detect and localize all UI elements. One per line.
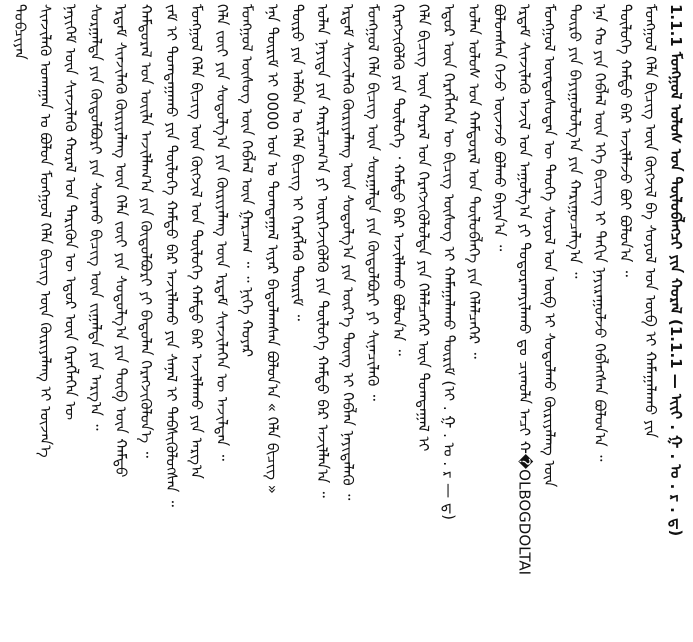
text-column: ᠮᠣᠩᠭᠣᠯ ᠦᠨᠳᠦᠰᠦᠲᠡᠨ ᠦ ᠲᠡᠦᠬᠡ ᠰᠣᠶᠣᠯ ᠤᠨ ᠦᠪ ᠢ ᠰᠤᠳᠤᠯᠬᠤ ᠬᠦᠷᠢᠶᠡᠯᠡᠩ ᠦᠨ bbox=[540, 4, 559, 488]
text-column: ᠬᠡᠯᠡ ᠵᠦᠢ ᠶᠢᠨ ᠰᠤᠳᠤᠯᠭ᠎ᠠ ᠶᠢᠨ ᠬᠦᠷᠢᠶᠡᠯᠡᠩ ᠦᠨ ᠡᠷᠳᠡᠮ ᠰᠢᠨᠵᠢᠯᠡᠭᠡᠨ ᠦ ᠠᠵᠢᠯᠲᠠᠨ ᠃ bbox=[212, 4, 231, 461]
text-column: ᠬᠡᠷᠡᠭᠵᠢᠭᠦᠯᠬᠦ ᠶᠢᠨ ᠲᠥᠯᠥᠭᠡ ᠂ ᠬᠠᠮᠲᠤ ᠪᠠᠷ ᠠᠵᠢᠯᠯᠠᠬᠤ ᠪᠣᠯᠤᠨ᠎ᠠ ᠃ bbox=[389, 4, 408, 356]
text-column: ᠮᠣᠩᠭᠣᠯ ᠦᠰᠦᠭ ᠦᠨ ᠬᠡᠪᠯᠡᠯ ᠦᠨ ᠭᠠᠷᠴᠠᠭ ᠃ ᠃ ᠨᠢᠭᠡ ᠬᠣᠶᠠᠷ bbox=[238, 4, 257, 358]
footer-word: ᠲᠣᠪᠴᠢᠶᠠᠨ bbox=[11, 4, 30, 60]
text-column: ᠡᠨᠡ ᠳᠦᠷᠢᠮ ᠢ 0000 ᠣᠨ ᠤ ᠲᠣᠭᠲᠠᠭᠠᠯ ᠢᠶᠠᠷ ᠪᠠᠲᠤᠯᠠᠭᠰᠠᠨ ᠪᠣᠯᠤᠨ᠎ᠠ « ᠬᠡᠯᠡ ᠪᠢᠴᠢᠭ » bbox=[263, 4, 282, 494]
text-column: 1.1.1 ᠮᠣᠩᠭᠣᠯ ᠤᠯᠤᠰ ᠤᠨ ᠲᠥᠯᠥᠪᠯᠡᠭᠴᠢ ᠶᠢᠨ ᠬᠣᠷᠠᠯ (1.1.1 — ᠢᠢᠢ . ᠭ . ᠣ . ᠷ . ᠳ) bbox=[666, 4, 685, 537]
text-column: ᠡᠷᠳᠡᠮ ᠰᠢᠨᠵᠢᠯᠡᠬᠦ ᠠᠵᠢᠯ ᠤᠨ ᠠᠭᠤᠯᠭ᠎ᠠ ᠶᠢ ᠲᠣᠳᠣᠷᠬᠠᠶᠢᠯᠠᠬᠤ ᠳᠤ ᠴᠢᠬᠤᠯᠠ ᠠᠴᠢ ᠬ�OLBOGDOLTAI bbox=[515, 4, 534, 576]
text-column: ᠮᠣᠩᠭᠣᠯ ᠬᠡᠯᠡ ᠪᠢᠴᠢᠭ ᠦᠨ ᠬᠥᠭᠵᠢᠯ ᠪᠠ ᠰᠣᠶᠣᠯ ᠤᠨ ᠦᠪ ᠢ ᠬᠠᠮᠠᠭᠠᠯᠠᠬᠤ ᠶᠢᠨ bbox=[641, 4, 660, 439]
text-column: ᠲᠥᠷᠥ ᠶᠢᠨ ᠠᠯᠪᠠᠨ ᠤ ᠬᠡᠯᠡ ᠪᠢᠴᠢᠭ ᠢ ᠬᠡᠷᠡᠭᠯᠡᠬᠦ ᠳᠦᠷᠢᠮ ᠃ bbox=[288, 4, 307, 321]
text-column: ᠰᠢᠨᠵᠢᠯᠡᠬᠦ ᠤᠬᠠᠭᠠᠨ ᠤ ᠪᠣᠯᠤᠨ ᠮᠣᠩᠭᠣᠯ ᠬᠡᠯᠡ ᠪᠢᠴᠢᠭ ᠦᠨ ᠬᠦᠷᠢᠶᠡᠯᠡᠩ ᠢ ᠦᠵᠡᠨ᠎ᠡ bbox=[36, 4, 55, 458]
text-column: ᠬᠠᠮᠲᠤᠷᠠᠯ ᠤᠨ ᠦᠢᠯᠡ ᠠᠵᠢᠯᠯᠠᠭ᠎ᠠ ᠶᠢᠨ ᠬᠥᠲᠥᠯᠪᠦᠷᠢ ᠶᠢ ᠪᠠᠲᠤᠯᠠᠨ ᠬᠡᠷᠡᠭᠵᠢᠭᠦᠯᠦᠨ᠎ᠡ ᠃ bbox=[137, 4, 156, 458]
text-column: ᠵᠠᠮ ᠢ ᠲᠣᠭᠲᠠᠭᠠᠬᠤ ᠶᠢᠨ ᠲᠥᠯᠥᠭᠡ ᠬᠠᠮᠲᠤ ᠪᠠᠷ ᠠᠵᠢᠯᠯᠠᠬᠤ ᠶᠢᠨ ᠰᠠᠨᠠᠯ ᠢ ᠳᠡᠪᠰᠢᠭᠦᠯᠦᠭᠰᠡᠨ ᠃ bbox=[162, 4, 181, 507]
text-column: ᠡᠳᠦᠷ ᠦᠨ ᠬᠡᠷᠡᠭᠯᠡᠭᠡᠨ ᠦ ᠪᠢᠴᠢᠭ ᠦᠰᠦᠭ ᠢ ᠬᠠᠮᠠᠭᠠᠯᠠᠬᠤ ᠳᠦᠷᠢᠮ (ᠢ . ᠭ . ᠣ . ᠷ — ᠳ) bbox=[439, 4, 458, 521]
text-column: ᠪᠣᠯᠤᠭᠰᠠᠨ ᠭᠡᠵᠦ ᠦᠵᠡᠵᠦ ᠪᠣᠯᠬᠤ ᠪᠠᠶᠢᠨ᠎ᠠ ᠃ bbox=[490, 4, 509, 252]
text-column: ᠬᠡᠯᠡ ᠪᠢᠴᠢᠭ ᠦᠨ ᠬᠤᠷᠠᠯ ᠤᠨ ᠬᠡᠷᠡᠭᠵᠢᠬᠦᠯᠦᠯᠲᠡ ᠶᠢᠨ ᠬᠡᠯᠡᠯᠴᠡᠭᠡᠷ ᠦᠨ ᠲᠣᠭᠲᠠᠭᠠᠯ ᠢ bbox=[414, 4, 433, 452]
text-column: ᠲᠥᠯᠥᠭᠡ ᠬᠠᠮᠲᠤ ᠪᠠᠷ ᠠᠵᠢᠯᠯᠠᠵᠤ ᠪᠤᠢ ᠪᠣᠯᠤᠨ᠎ᠠ ᠃ bbox=[616, 4, 635, 277]
text-column: ᠣᠯᠠᠨ ᠨᠡᠶᠢᠲᠡ ᠶᠢᠨ ᠬᠠᠷᠢᠯᠴᠠᠭ᠎ᠠ ᠶᠢ ᠥᠷᠭᠡᠵᠢᠭᠦᠯᠬᠦ ᠶᠢᠨ ᠲᠥᠯᠥᠭᠡ ᠬᠠᠮᠲᠤ ᠪᠠᠷ ᠠᠵᠢᠯᠯᠠᠨ᠎ᠠ ᠃ bbox=[313, 4, 332, 498]
text-column: ᠨᠡᠶᠢᠭᠡᠮ ᠦᠨ ᠰᠢᠨᠵᠢᠯᠡᠬᠦ ᠬᠤᠷᠠᠯ ᠤᠨ ᠲᠡᠷᠢᠭᠦᠨ ᠦ ᠡᠳᠦᠷ ᠦᠨ ᠬᠡᠷᠡᠭᠯᠡᠭᠡᠨ ᠦ bbox=[61, 4, 80, 420]
text-column: ᠡᠨᠡ ᠬᠤ ᠶᠢᠨ ᠬᠡᠪᠯᠡᠯ ᠦᠨ ᠡᠬᠡ ᠪᠢᠴᠢᠭ ᠢ ᠳᠠᠬᠢᠨ ᠨᠠᠶᠢᠷᠠᠭᠤᠯᠵᠤ ᠬᠡᠪᠯᠡᠭᠰᠡᠨ ᠪᠣᠯᠤᠨ᠎ᠠ ᠃ bbox=[591, 4, 610, 462]
text-column: ᠮᠣᠩᠭᠣᠯ ᠬᠡᠯᠡ ᠪᠢᠴᠢᠭ ᠦᠨ ᠬᠥᠭᠵᠢᠯ ᠤᠨ ᠲᠥᠯᠥᠭᠡ ᠬᠠᠮᠲᠤ ᠪᠠᠷ ᠠᠵᠢᠯᠯᠠᠬᠤ ᠶᠢᠨ ᠠᠷᠭ᠎ᠠ bbox=[187, 4, 206, 479]
text-column: ᠰᠤᠷᠭᠠᠯᠲᠠ ᠶᠢᠨ ᠬᠥᠲᠥᠯᠪᠦᠷᠢ ᠶᠢᠨ ᠰᠤᠷᠬᠤ ᠪᠢᠴᠢᠭ ᠦᠨ ᠵᠢᠭᠠᠯᠲᠠ ᠶᠢᠨ ᠠᠷᠭ᠎ᠠ ᠃ bbox=[86, 4, 105, 431]
text-column: ᠡᠷᠳᠡᠮ ᠰᠢᠨᠵᠢᠯᠡᠬᠦ ᠬᠦᠷᠢᠶᠡᠯᠡᠩ ᠦᠨ ᠰᠤᠳᠤᠯᠭ᠎ᠠ ᠶᠢᠨ ᠦᠷ᠎ᠡ ᠳᠦᠩ ᠢ ᠬᠡᠪᠯᠡᠨ ᠨᠡᠶᠢᠲᠡᠯᠡᠬᠦ ᠃ bbox=[338, 4, 357, 501]
text-column: ᠮᠣᠩᠭᠣᠯ ᠬᠡᠯᠡ ᠪᠢᠴᠢᠭ ᠦᠨ ᠰᠤᠷᠭᠠᠯᠲᠠ ᠶᠢᠨ ᠬᠥᠲᠥᠯᠪᠦᠷᠢ ᠶᠢ ᠰᠢᠨᠡᠴᠢᠯᠡᠬᠦ ᠃ bbox=[364, 4, 383, 401]
text-column: ᠣᠯᠠᠨ ᠤᠯᠤᠰ ᠤᠨ ᠬᠠᠮᠲᠤᠷᠠᠯ ᠤᠨ ᠲᠥᠯᠥᠪᠯᠡᠭᠡ ᠶᠢᠨ ᠬᠡᠯᠡᠯᠴᠡᠭᠡᠷ ᠃ bbox=[465, 4, 484, 359]
text-column: ᠲᠥᠷᠥ ᠶᠢᠨ ᠪᠠᠶᠢᠭᠤᠯᠤᠯᠭ᠎ᠠ ᠶᠢᠨ ᠬᠠᠷᠢᠭᠤᠴᠠᠯᠭ᠎ᠠ ᠃ bbox=[565, 4, 584, 279]
text-column: ᠡᠷᠳᠡᠮ ᠰᠢᠨᠵᠢᠯᠡᠬᠦ ᠬᠦᠷᠢᠶᠡᠯᠡᠩ ᠦᠨ ᠬᠡᠯᠡ ᠵᠦᠢ ᠶᠢᠨ ᠰᠤᠳᠤᠯᠭ᠎ᠠ ᠶᠢᠨ ᠲᠥᠪ ᠦᠨ ᠬᠠᠮᠲᠤ bbox=[111, 4, 130, 478]
